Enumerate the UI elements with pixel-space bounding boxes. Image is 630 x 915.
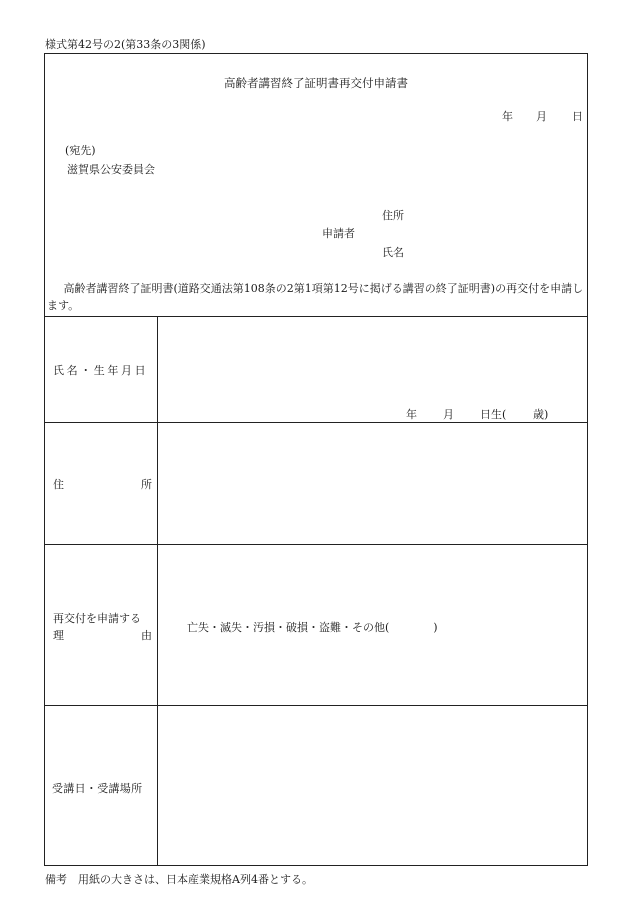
row-divider xyxy=(45,544,587,545)
reason-options: 亡失・滅失・汚損・破損・盗難・その他( ) xyxy=(187,621,438,634)
reason-label-line2b: 由 xyxy=(141,629,152,642)
date-month-label: 月 xyxy=(536,110,547,123)
applicant-address-label: 住所 xyxy=(382,209,404,222)
application-form xyxy=(44,53,588,866)
footnote: 備考 用紙の大きさは、日本産業規格A列4番とする。 xyxy=(45,873,313,886)
birth-day-label: 日生( xyxy=(480,408,507,421)
date-day-label: 日 xyxy=(572,110,583,123)
applicant-name-label: 氏名 xyxy=(382,246,404,259)
row-divider xyxy=(45,705,587,706)
row-divider xyxy=(45,316,587,317)
row-divider xyxy=(45,422,587,423)
birth-year-label: 年 xyxy=(406,408,417,421)
applicant-role-label: 申請者 xyxy=(322,227,355,240)
addressee-label: (宛先) xyxy=(65,144,96,157)
age-label: 歳) xyxy=(533,408,549,421)
form-title: 高齢者講習終了証明書再交付申請書 xyxy=(224,76,408,90)
birth-month-label: 月 xyxy=(443,408,454,421)
address-label-part1: 住 xyxy=(53,478,64,491)
name-birthdate-label: 氏名・生年月日 xyxy=(53,364,149,377)
form-number: 様式第42号の2(第33条の3関係) xyxy=(45,38,206,51)
column-divider xyxy=(157,316,158,865)
addressee-name: 滋賀県公安委員会 xyxy=(67,163,155,176)
address-label-part2: 所 xyxy=(141,478,152,491)
attendance-label: 受講日・受講場所 xyxy=(52,782,143,795)
date-year-label: 年 xyxy=(502,110,513,123)
reason-label-line2a: 理 xyxy=(53,629,64,642)
request-statement: 高齢者講習終了証明書(道路交通法第108条の2第1項第12号に掲げる講習の終了証明書)の再交付を申請します。 xyxy=(47,282,584,312)
reason-label-line1: 再交付を申請する xyxy=(53,612,141,625)
